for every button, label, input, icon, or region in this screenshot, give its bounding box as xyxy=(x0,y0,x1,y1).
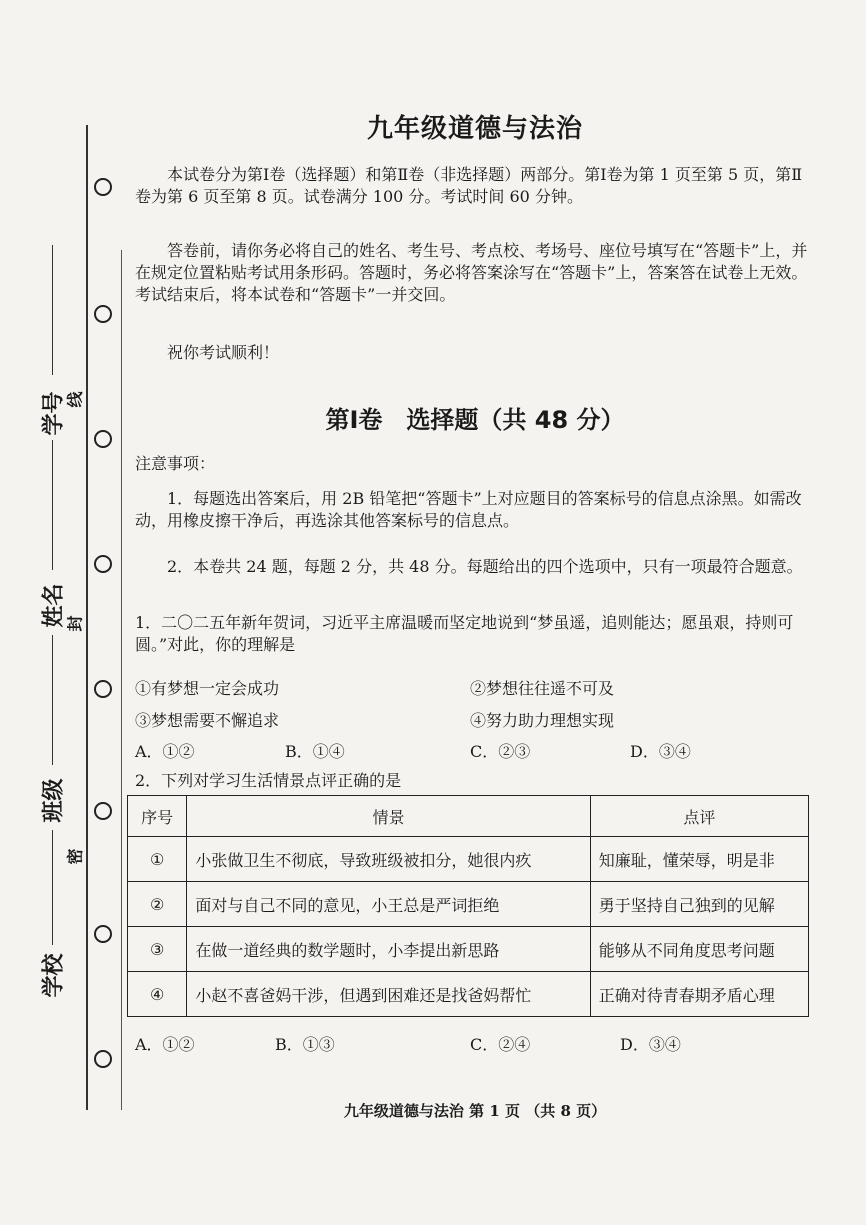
class-label: 班级 xyxy=(41,778,67,823)
header-scene: 情景 xyxy=(187,796,590,837)
q2-choice-a[interactable]: A．①② xyxy=(135,1035,195,1054)
q1-item: ②梦想往往遥不可及 xyxy=(470,679,615,698)
row-comment: 能够从不同角度思考问题 xyxy=(590,927,808,972)
q1-item: ③梦想需要不懈追求 xyxy=(135,711,280,730)
punch-hole xyxy=(94,802,112,820)
punch-hole xyxy=(94,305,112,323)
q2-stem: 2．下列对学习生活情景点评正确的是 xyxy=(135,771,402,790)
punch-hole xyxy=(94,178,112,196)
section-title: 第Ⅰ卷 选择题（共 48 分） xyxy=(325,406,625,434)
school-label: 学校 xyxy=(41,953,67,998)
row-scene: 面对与自己不同的意见，小王总是严词拒绝 xyxy=(187,882,590,927)
punch-hole xyxy=(94,555,112,573)
note-1: 1．每题选出答案后，用 2B 铅笔把“答题卡”上对应题目的答案标号的信息点涂黑。如需改动，用橡皮擦干净后，再选涂其他答案标号的信息点。 xyxy=(135,489,802,530)
seal-mark-seal: 封 xyxy=(65,615,85,632)
row-scene: 小张做卫生不彻底，导致班级被扣分，她很内疚 xyxy=(187,837,590,882)
intro-paragraph-3: 祝你考试顺利！ xyxy=(167,343,280,362)
row-comment: 知廉耻，懂荣辱，明是非 xyxy=(590,837,808,882)
table-row xyxy=(128,837,809,882)
q1-item: ①有梦想一定会成功 xyxy=(135,679,280,698)
page-title: 九年级道德与法治 xyxy=(366,114,583,144)
table-row xyxy=(128,882,809,927)
header-comment: 点评 xyxy=(590,796,808,837)
seal-mark-secret: 密 xyxy=(65,848,85,865)
table-row xyxy=(128,972,809,1017)
row-comment: 勇于坚持自己独到的见解 xyxy=(590,882,808,927)
table-header-row xyxy=(128,796,809,837)
q1-choice-d[interactable]: D．③④ xyxy=(630,742,691,761)
student-no-label: 学号 xyxy=(41,391,67,436)
punch-hole xyxy=(94,430,112,448)
q1-item: ④努力助力理想实现 xyxy=(470,711,615,730)
intro-paragraph-1: 本试卷分为第Ⅰ卷（选择题）和第Ⅱ卷（非选择题）两部分。第Ⅰ卷为第 1 页至第 5 页，第Ⅱ卷为第 6 页至第 8 页。试卷满分 100 分。考试时间 60 分钟。 xyxy=(135,165,803,206)
page-footer: 九年级道德与法治 第 1 页 （共 8 页） xyxy=(343,1102,607,1120)
row-scene: 小赵不喜爸妈干涉，但遇到困难还是找爸妈帮忙 xyxy=(187,972,590,1017)
header-no: 序号 xyxy=(128,796,187,837)
q2-choice-b[interactable]: B．①③ xyxy=(275,1035,335,1054)
punch-hole xyxy=(94,925,112,943)
q1-choice-c[interactable]: C．②③ xyxy=(470,742,531,761)
q2-choice-c[interactable]: C．②④ xyxy=(470,1035,531,1054)
row-scene: 在做一道经典的数学题时，小李提出新思路 xyxy=(187,927,590,972)
q1-choice-a[interactable]: A．①② xyxy=(135,742,195,761)
class-blank[interactable] xyxy=(52,635,53,765)
seal-mark-line: 线 xyxy=(65,391,85,408)
table-row xyxy=(128,927,809,972)
q1-choice-b[interactable]: B．①④ xyxy=(285,742,345,761)
name-label: 姓名 xyxy=(41,583,67,628)
row-no: ② xyxy=(128,882,187,927)
note-2: 2．本卷共 24 题，每题 2 分，共 48 分。每题给出的四个选项中，只有一项最符合题意。 xyxy=(167,557,803,576)
binding-margin xyxy=(0,0,122,1225)
row-no: ① xyxy=(128,837,187,882)
punch-hole xyxy=(94,1050,112,1068)
school-blank[interactable] xyxy=(52,830,53,945)
row-comment: 正确对待青春期矛盾心理 xyxy=(590,972,808,1017)
q1-stem: 1．二〇二五年新年贺词，习近平主席温暖而坚定地说到“梦虽遥，追则能达；愿虽艰，持则可圆。”对此，你的理解是 xyxy=(135,613,794,654)
binding-line-outer xyxy=(86,125,88,1110)
binding-line-inner xyxy=(121,250,122,1110)
q2-choice-d[interactable]: D．③④ xyxy=(620,1035,681,1054)
name-blank[interactable] xyxy=(52,440,53,570)
student-no-blank[interactable] xyxy=(52,245,53,375)
intro-paragraph-2: 答卷前，请你务必将自己的姓名、考生号、考点校、考场号、座位号填写在“答题卡”上，并在规定位置粘贴考试用条形码。答题时，务必将答案涂写在“答题卡”上，答案答在试卷上无效。考试结束后，将本试卷和“答题卡”一并交回。 xyxy=(135,241,808,304)
notes-title: 注意事项： xyxy=(135,454,216,473)
row-no: ③ xyxy=(128,927,187,972)
punch-hole xyxy=(94,680,112,698)
row-no: ④ xyxy=(128,972,187,1017)
q2-table xyxy=(127,795,809,1017)
